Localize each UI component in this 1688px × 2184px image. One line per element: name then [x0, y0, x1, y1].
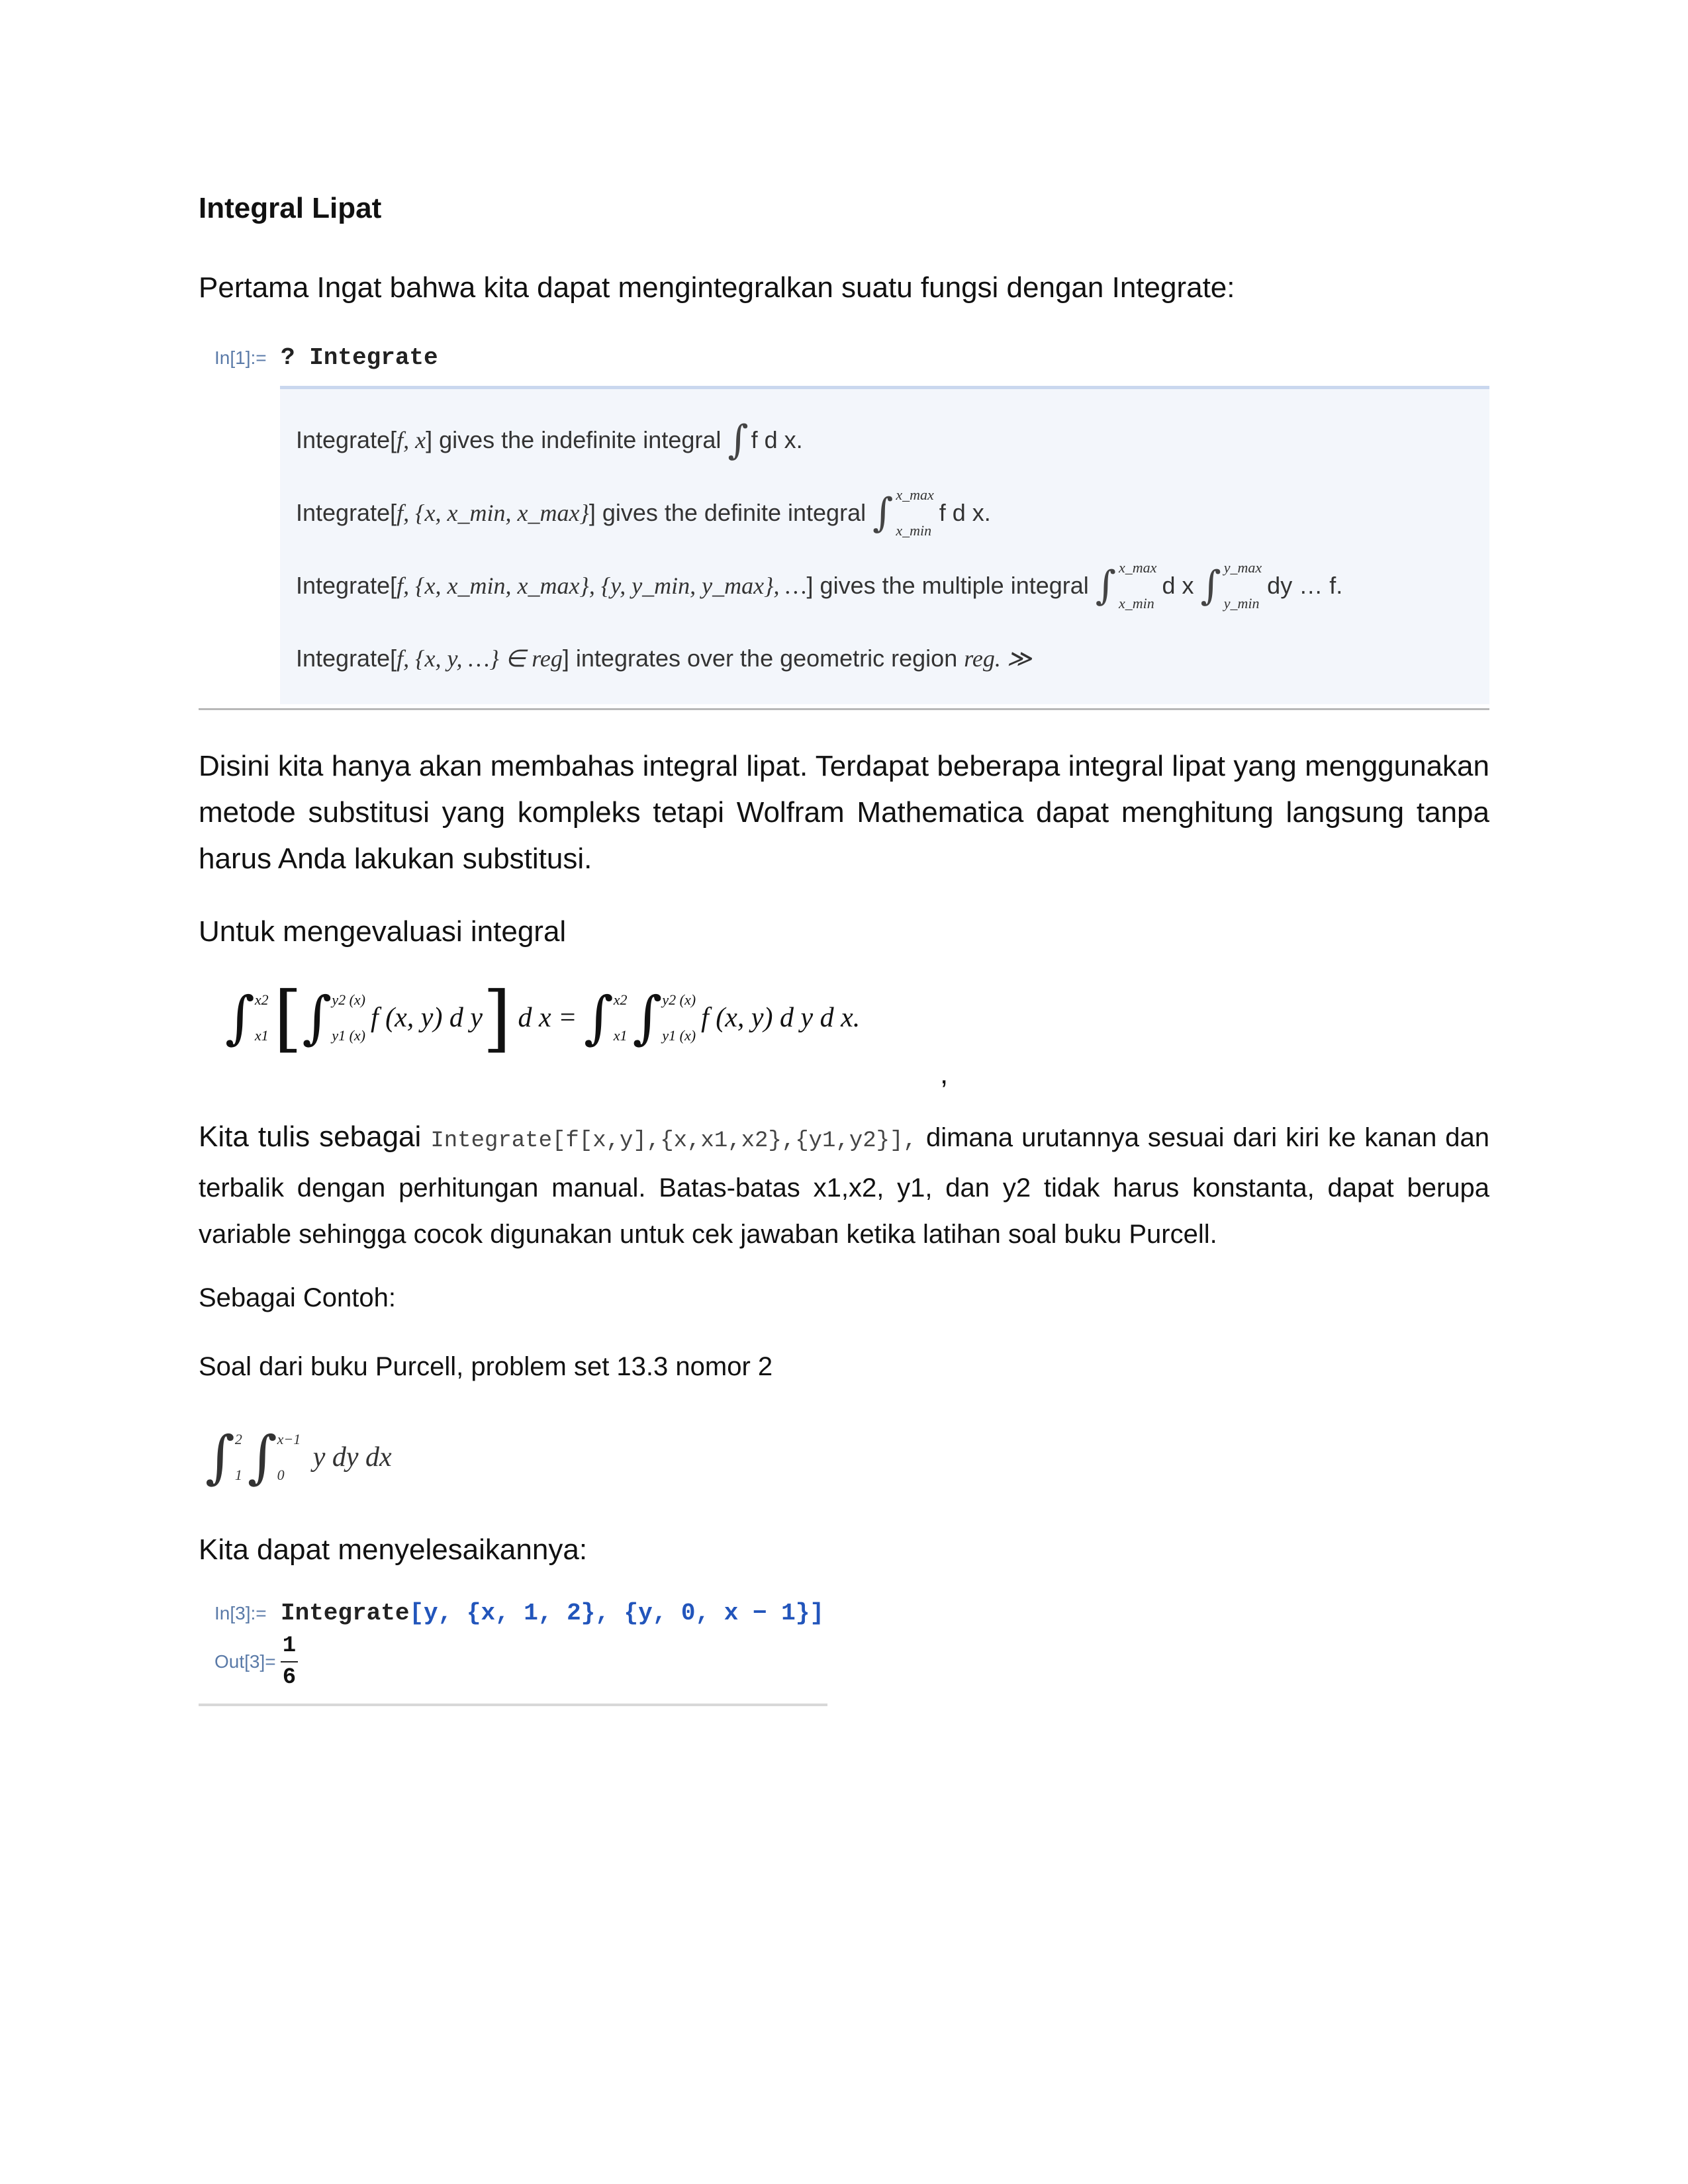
- integral-icon: ∫: [225, 985, 255, 1051]
- integral-icon: ∫: [872, 490, 894, 536]
- integral-icon: ∫: [583, 985, 614, 1051]
- formula-comma: ,: [940, 1058, 949, 1090]
- input-cell-1: [199, 344, 1489, 371]
- input-code: Integrate[y, {x, 1, 2}, {y, 0, x − 1}]: [281, 1600, 824, 1627]
- usage-line-3: Integrate[ f, {x, x_min, x_max}, {y, y_min, y_max}, … ] gives the multiple integral ∫ x_max x_min d x ∫ y_max y_min dy … f.: [296, 559, 1343, 612]
- integral-icon: ∫: [302, 985, 332, 1051]
- page-title: Integral Lipat: [199, 192, 382, 224]
- output-cell-3: [199, 1633, 1489, 1690]
- cell-divider: [199, 708, 1489, 710]
- in-label: In[3]:=: [214, 1603, 267, 1623]
- integral-icon: ∫: [205, 1424, 235, 1490]
- example-formula: ∫ 2 1 ∫ x−1 0 y dy dx: [205, 1424, 392, 1490]
- integral-icon: ∫: [727, 417, 749, 463]
- document-page: [199, 192, 1489, 1706]
- in-label: In[1]:=: [214, 347, 267, 368]
- input-code: ? Integrate: [281, 344, 438, 371]
- integral-icon: ∫: [632, 985, 663, 1051]
- body-paragraph-2: Untuk mengevaluasi integral: [199, 915, 567, 948]
- inline-code: Integrate[f[x,y],{x,x1,x2},{y1,y2}],: [430, 1128, 917, 1154]
- usage-line-1: Integrate[ f, x ] gives the indefinite integral ∫ f d x.: [296, 417, 803, 463]
- body-paragraph-3: Kita tulis sebagai Integrate[f[x,y],{x,x1,x2},{y1,y2}], dimana urutannya sesuai dari kiri ke kanan dan terbalik dengan perhitungan manual. Batas-batas x1,x2, y1, dan y2 tidak harus konstanta, dapat berupa variable sehingga cocok digunakan untuk cek jawaban ketika latihan soal buku Purcell.: [199, 1120, 1490, 1249]
- cell-divider: [199, 1704, 827, 1706]
- input-cell-3: [199, 1600, 1489, 1627]
- example-label: Sebagai Contoh:: [199, 1283, 397, 1312]
- usage-line-2: Integrate[ f, {x, x_min, x_max} ] gives the definite integral ∫ x_max x_min f d x.: [296, 486, 991, 539]
- usage-line-4: Integrate[ f, {x, y, …} ∈ reg ] integrates over the geometric region reg. ≫: [296, 645, 1032, 672]
- output-fraction: $\frac{1}{6}$: [281, 1633, 298, 1690]
- body-paragraph-1: Disini kita hanya akan membahas integral lipat. Terdapat beberapa integral lipat yang menggunakan metode substitusi yang kompleks tetapi Wolfram Mathematica dapat menghitung langsung tanpa harus Anda lakukan substitusi.: [199, 750, 1489, 875]
- intro-paragraph: Pertama Ingat bahwa kita dapat mengintegralkan suatu fungsi dengan Integrate:: [199, 271, 1235, 304]
- integral-icon: ∫: [1200, 563, 1221, 609]
- double-integral-formula: ∫ x2 x1 [ ∫ y2 (x) y1 (x) f (x, y) d y ] d x = ∫ x2 x1 ∫ y2 (x) y1 (x) f (x, y) d y d x.: [225, 976, 861, 1060]
- left-bracket: [: [273, 976, 303, 1060]
- usage-link[interactable]: reg. ≫: [964, 645, 1032, 672]
- usage-box: [280, 386, 1489, 704]
- right-bracket: ]: [483, 976, 511, 1060]
- out-label: Out[3]=: [214, 1651, 276, 1672]
- integral-icon: ∫: [1095, 563, 1117, 609]
- integral-icon: ∫: [247, 1424, 277, 1490]
- problem-reference: Soal dari buku Purcell, problem set 13.3 nomor 2: [199, 1352, 773, 1381]
- solve-label: Kita dapat menyelesaikannya:: [199, 1533, 588, 1566]
